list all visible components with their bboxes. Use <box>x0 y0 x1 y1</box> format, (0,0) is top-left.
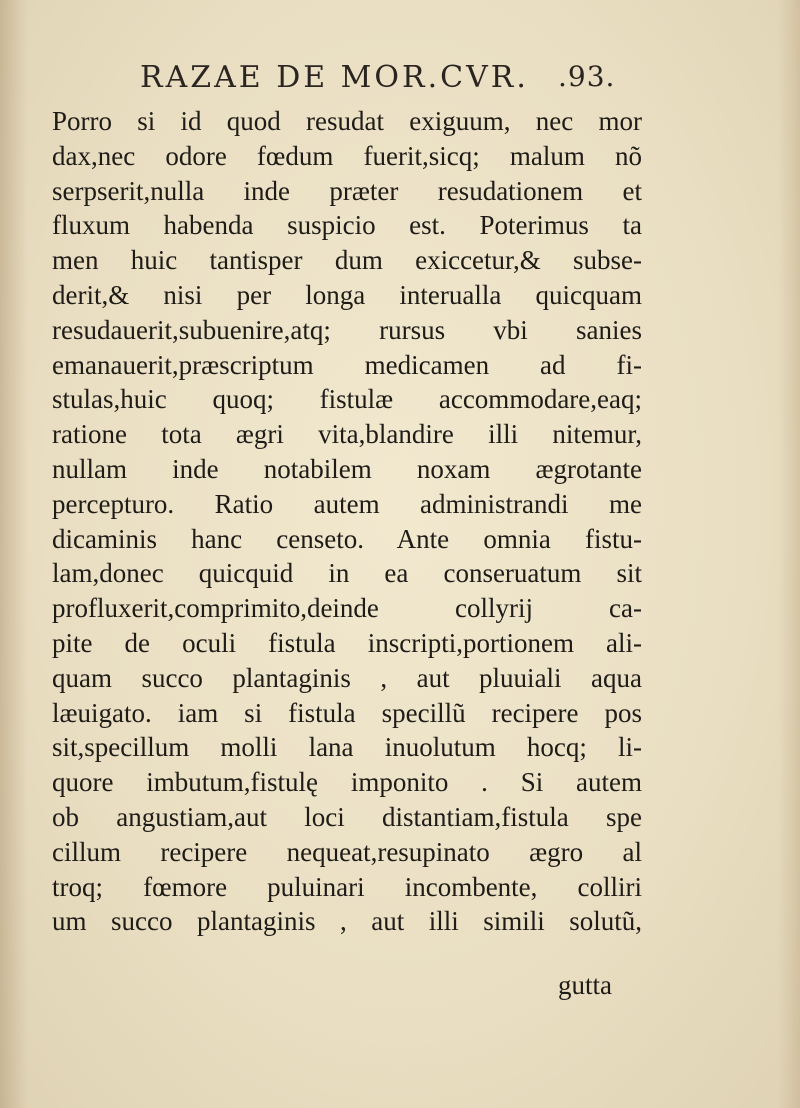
text-line: pite de oculi fistula inscripti,portionem ali- <box>52 627 642 658</box>
text-line: sit,specillum molli lana inuolutum hocq; li- <box>52 732 642 763</box>
text-line: cillum recipere nequeat,resupinato ægro al <box>52 836 642 867</box>
text-line: men huic tantisper dum exiccetur,& subse- <box>52 245 642 276</box>
text-line: ob angustiam,aut loci distantiam,fistula spe <box>52 801 642 832</box>
catchword: gutta <box>558 970 612 1000</box>
text-line: resudauerit,subuenire,atq; rursus vbi sanies <box>52 314 642 345</box>
body-text <box>52 104 642 939</box>
text-line: nullam inde notabilem noxam ægrotante <box>52 453 642 484</box>
text-line: emanauerit,præscriptum medicamen ad fi- <box>52 349 642 380</box>
text-line: ratione tota ægri vita,blandire illi nitemur, <box>52 419 642 450</box>
text-line: derit,& nisi per longa interualla quicquam <box>52 279 642 310</box>
text-line: quore imbutum,fistulę imponito . Si autem <box>52 767 642 798</box>
text-line: serpserit,nulla inde præter resudationem et <box>52 175 642 206</box>
running-header <box>140 60 640 95</box>
text-line: Porro si id quod resudat exiguum, nec mor <box>52 106 642 136</box>
folio-number: .93. <box>558 60 616 93</box>
text-line: profluxerit,comprimito,deinde collyrij ca- <box>52 593 642 624</box>
text-line: percepturo. Ratio autem administrandi me <box>52 488 642 519</box>
text-line: dicaminis hanc censeto. Ante omnia fistu- <box>52 523 642 554</box>
text-line: fluxum habenda suspicio est. Poterimus ta <box>52 210 642 241</box>
text-line: lam,donec quicquid in ea conseruatum sit <box>52 558 642 589</box>
text-line: troq; fœmore puluinari incombente, colliri <box>52 871 642 902</box>
running-title: RAZAE DE MOR.CVR. <box>140 60 529 95</box>
text-line: dax,nec odore fœdum fuerit,sicq; malum nõ <box>52 140 642 171</box>
text-line: læuigato. iam si fistula specillũ recipere pos <box>52 697 642 728</box>
text-line: quam succo plantaginis , aut pluuiali aqua <box>52 662 642 693</box>
text-line: stulas,huic quoq; fistulæ accommodare,eaq; <box>52 384 642 415</box>
text-line: um succo plantaginis , aut illi simili solutũ, <box>52 906 642 937</box>
